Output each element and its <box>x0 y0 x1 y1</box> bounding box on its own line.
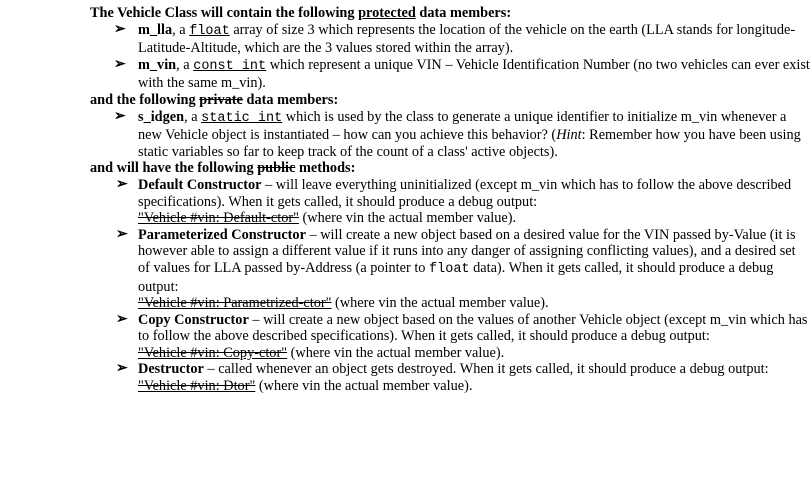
list-item-m-vin <box>90 57 811 92</box>
protected-heading <box>90 5 811 22</box>
debug-output: "Vehicle #vin: Parametrized-ctor" <box>138 295 332 312</box>
public-heading <box>90 160 811 177</box>
member-type: const int <box>193 58 267 74</box>
heading-text: data members: <box>415 5 512 21</box>
item-text: : Remember how you have been using static variables so far to keep track of the count of a class' active objects). <box>138 127 801 160</box>
debug-output: "Vehicle #vin: Dtor" <box>138 378 256 395</box>
bullet-arrow-icon: ➢ <box>116 361 128 377</box>
private-heading <box>90 92 811 109</box>
heading-text: The Vehicle Class will contain the following <box>90 5 359 21</box>
item-text: , a <box>176 56 194 73</box>
member-type: float <box>189 23 230 39</box>
code-float: float <box>429 261 470 277</box>
debug-output: "Vehicle #vin: Default-ctor" <box>138 210 299 227</box>
list-item-destructor <box>90 361 811 394</box>
bullet-arrow-icon: ➢ <box>116 176 128 192</box>
method-name: Destructor <box>138 361 204 378</box>
protected-keyword: protected <box>358 5 416 21</box>
bullet-arrow-icon: ➢ <box>114 108 126 124</box>
heading-text: and the following <box>90 91 200 108</box>
member-name: s_idgen <box>138 108 185 125</box>
debug-output: "Vehicle #vin: Copy-ctor" <box>138 344 288 361</box>
private-keyword: private <box>199 91 243 108</box>
item-text: – called whenever an object gets destroyed. When it gets called, it should produce a debug output: <box>203 361 769 378</box>
list-item-copy-constructor <box>90 312 811 362</box>
item-text: data). When it gets called, it should produce a debug output: <box>138 259 774 295</box>
item-text: (where vin the actual member value). <box>331 295 549 312</box>
item-text: which is used by the class to generate a unique identifier to initialize m_vin whenever a new Vehicle object is instantiated – how can you achieve this behavior? ( <box>138 108 787 144</box>
item-text: , a <box>172 21 190 38</box>
hint-label: Hint <box>556 127 582 144</box>
list-item-m-lla <box>90 22 811 57</box>
member-type: static int <box>201 110 283 126</box>
member-name: m_vin <box>138 56 177 73</box>
heading-text: and will have the following <box>90 160 258 177</box>
method-name: Default Constructor <box>138 176 262 193</box>
item-text: – will create a new object based on the values of another Vehicle object (except m_vin which has to follow the above described specifications). When it gets called, it should produce a debug output: <box>138 311 808 345</box>
item-text: which represent a unique VIN – Vehicle Identification Number (no two vehicles can ever exist with the same m_vin). <box>138 56 810 92</box>
item-text: – will leave everything uninitialized (except m_vin which has to follow the above described specifications). When it gets called, it should produce a debug output: <box>138 176 792 210</box>
item-text: (where vin the actual member value). <box>287 344 505 361</box>
item-text: (where vin the actual member value). <box>255 378 473 395</box>
heading-text: data members: <box>242 91 339 108</box>
heading-text: methods: <box>295 160 356 177</box>
bullet-arrow-icon: ➢ <box>114 21 126 37</box>
list-item-s-idgen <box>90 109 811 161</box>
member-name: m_lla <box>138 21 173 38</box>
item-text: array of size 3 which represents the location of the vehicle on the earth (LLA stands for longitude-Latitude-Altitude, which are the 3 values stored within the array). <box>138 21 796 57</box>
list-item-parameterized-constructor <box>90 227 811 312</box>
bullet-arrow-icon: ➢ <box>116 226 128 242</box>
method-name: Parameterized Constructor <box>138 226 306 243</box>
item-text: , a <box>184 108 202 125</box>
bullet-arrow-icon: ➢ <box>114 56 126 72</box>
item-text: (where vin the actual member value). <box>298 210 517 227</box>
public-keyword: public <box>257 160 296 177</box>
item-text: – will create a new object based on a desired value for the VIN passed by-Value (it is however able to assign a different value if it runs into any danger of assigning conflicting values), and a desired set of values for LLA passed by-Address (a pointer to <box>138 226 796 276</box>
list-item-default-constructor <box>90 177 811 227</box>
bullet-arrow-icon: ➢ <box>116 311 128 327</box>
method-name: Copy Constructor <box>138 311 249 328</box>
